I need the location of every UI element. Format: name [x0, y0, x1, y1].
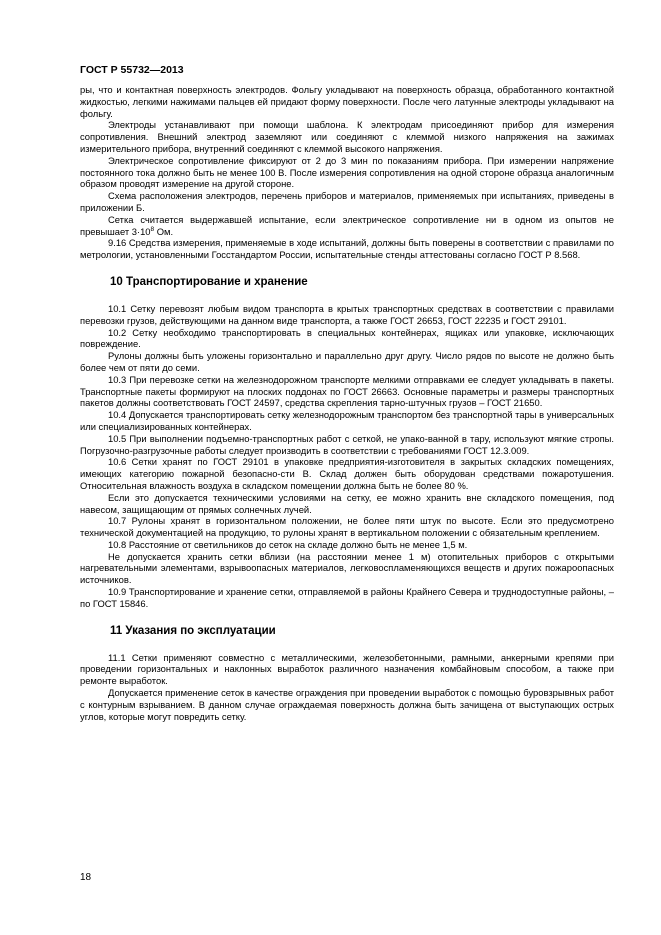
paragraph-scheme-reference: Схема расположения электродов, перечень приборов и материалов, применяемых при испытаниях, приведены в приложении Б. [80, 190, 614, 213]
paragraph-resistance-record: Электрическое сопротивление фиксируют от 2 до 3 мин по показаниям прибора. При измерении напряжение постоянного тока должно быть не менее 100 В. После измерения сопротивления на одной стороне образца аналогичным образом проводят измерение на другой стороне. [80, 154, 614, 190]
document-header: ГОСТ Р 55732—2013 [80, 64, 184, 76]
paragraph-10-8: 10.8 Расстояние от светильников до сеток на складе должно быть не менее 1,5 м. [108, 538, 468, 550]
criterion-text: Сетка считается выдержавшей испытание, если электрическое сопротивление ни в одном из опытов не превышает 3·10 [80, 213, 614, 237]
paragraph-outdoor-storage: Если это допускается техническими условиями на сетку, ее можно хранить вне складского помещения, под навесом, защищающим от прямых солнечных лучей. [80, 491, 614, 515]
paragraph-10-4: 10.4 Допускается транспортировать сетку железнодорожным транспортом без транспортной тары в универсальных или специализированных контейнерах. [80, 409, 614, 432]
criterion-unit: Ом. [154, 225, 174, 237]
paragraph-10-2: 10.2 Сетку необходимо транспортировать в специальных контейнерах, ящиках или упаковке, исключающих повреждение. [80, 326, 614, 350]
paragraph-resistance-criterion [80, 214, 614, 238]
section-11-title: 11 Указания по эксплуатации [110, 624, 276, 637]
paragraph-10-5: 10.5 При выполнении подъемно-транспортных работ с сеткой, не упако-ванной в тару, используют мягкие стропы. Погрузочно-разгрузочные работы следует производить в соответствии с требованиями ГОСТ 12.3.009. [80, 432, 614, 456]
section-10-title: 10 Транспортирование и хранение [110, 275, 308, 288]
page-number: 18 [80, 872, 92, 883]
paragraph-heating-distance: Не допускается хранить сетки вблизи (на расстоянии менее 1 м) отопительных приборов с открытыми нагревательными элементами, взрывоопасных материалов, легковоспламеняющихся веществ и других пожароопасных источников. [80, 550, 614, 586]
paragraph-rolls-stacking: Рулоны должны быть уложены горизонтально и параллельно друг другу. Число рядов по высоте не должно быть более чем от пяти до семи. [80, 350, 614, 373]
paragraph-continued: ры, что и контактная поверхность электродов. Фольгу укладывают на поверхность образца, обработанного контактной жидкостью, легкими нажимами пальцев ей придают форму поверхности. После чего латунные электроды укладывают на фольгу. [80, 84, 614, 119]
paragraph-10-7: 10.7 Рулоны хранят в горизонтальном положении, не более пяти штук по высоте. Если это предусмотрено технической документацией на продукцию, то рулоны хранят в вертикальном положении с обязательным креплением. [80, 515, 614, 539]
paragraph-11-1: 11.1 Сетки применяют совместно с металлическими, железобетонными, рамными, анкерными крепями при проведении горизонтальных и наклонных выработок различного назначения комбайновым способом, а также при ремонте выработок. [80, 651, 614, 687]
paragraph-10-6: 10.6 Сетки хранят по ГОСТ 29101 в упаковке предприятия-изготовителя в закрытых складских помещениях, имеющих категорию пожарной безопасно-сти В. Склад должен быть оборудован средствами пожаротушения. Относительная влажность воздуха в складском помещении должна быть не более 80 %. [80, 456, 614, 491]
paragraph-10-1: 10.1 Сетку перевозят любым видом транспорта в крытых транспортных средствах в соответствии с правилами перевозки грузов, действующими на данном виде транспорта, а также ГОСТ 26653, ГОСТ 22235 и ГОСТ 29101. [80, 302, 614, 326]
paragraph-9-16: 9.16 Средства измерения, применяемые в ходе испытаний, должны быть поверены в соответствии с правилами по метрологии, установленными Госстандартом России, испытательные стенды аттестованы согласно ГОСТ Р 8.568. [80, 237, 614, 261]
criterion-exponent: 8 [150, 225, 155, 233]
paragraph-fencing-use: Допускается применение сеток в качестве ограждения при проведении выработок с помощью буровзрывных работ с контурным взрыванием. В данном случае ограждаемая поверхность должна быть зачищена от выступающих острых углов, которые могут повредить сетку. [80, 687, 614, 722]
paragraph-10-9: 10.9 Транспортирование и хранение сетки, отправляемой в районы Крайнего Севера и труднодоступные районы, – по ГОСТ 15846. [80, 586, 614, 609]
paragraph-electrodes-template: Электроды устанавливают при помощи шаблона. К электродам присоединяют прибор для измерения сопротивления. Внешний электрод заземляют или соединяют с клеммой низкого напряжения на зажимах измерительного прибора, внутренний соединяют с клеммой высокого напряжения. [80, 119, 614, 154]
paragraph-10-3: 10.3 При перевозке сетки на железнодорожном транспорте мелкими отправками ее следует укладывать в пакеты. Транспортные пакеты формируют на плоских поддонах по ГОСТ 26663. Основные параметры и размеры транспортных пакетов должны соответствовать ГОСТ 24597, средства скрепления тарно-штучных грузов – ГОСТ 21650. [80, 373, 614, 409]
page-content [80, 84, 614, 722]
